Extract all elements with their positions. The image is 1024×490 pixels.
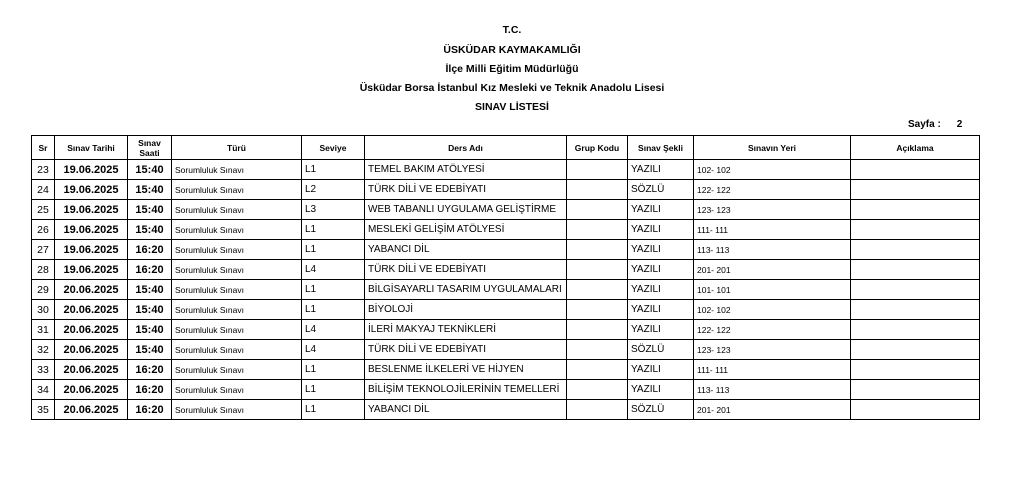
cell-tur: Sorumluluk Sınavı xyxy=(172,300,302,320)
table-row xyxy=(32,280,980,300)
cell-ders: YABANCI DİL xyxy=(365,400,567,420)
col-seviye: Seviye xyxy=(302,136,365,160)
cell-sr: 35 xyxy=(32,400,55,420)
cell-ders: BİLİŞİM TEKNOLOJİLERİNİN TEMELLERİ xyxy=(365,380,567,400)
cell-sr: 28 xyxy=(32,260,55,280)
cell-yer: 201- 201 xyxy=(694,400,851,420)
cell-tarih: 20.06.2025 xyxy=(55,360,128,380)
cell-seviye: L4 xyxy=(302,320,365,340)
header-tc: T.C. xyxy=(502,24,522,36)
cell-grup xyxy=(567,320,628,340)
cell-saat: 15:40 xyxy=(128,220,172,240)
cell-seviye: L1 xyxy=(302,160,365,180)
cell-yer: 113- 113 xyxy=(694,380,851,400)
cell-sekil: YAZILI xyxy=(628,220,694,240)
cell-sr: 27 xyxy=(32,240,55,260)
table-row xyxy=(32,260,980,280)
cell-ders: BİYOLOJİ xyxy=(365,300,567,320)
cell-yer: 111- 111 xyxy=(694,220,851,240)
cell-tarih: 20.06.2025 xyxy=(55,380,128,400)
cell-tarih: 20.06.2025 xyxy=(55,320,128,340)
col-ders: Ders Adı xyxy=(365,136,567,160)
cell-ders: BİLGİSAYARLI TASARIM UYGULAMALARI xyxy=(365,280,567,300)
cell-tur: Sorumluluk Sınavı xyxy=(172,160,302,180)
cell-seviye: L1 xyxy=(302,400,365,420)
cell-tur: Sorumluluk Sınavı xyxy=(172,180,302,200)
cell-tarih: 19.06.2025 xyxy=(55,160,128,180)
table-row xyxy=(32,360,980,380)
cell-saat: 15:40 xyxy=(128,160,172,180)
cell-sekil: SÖZLÜ xyxy=(628,400,694,420)
table-row xyxy=(32,180,980,200)
cell-tarih: 20.06.2025 xyxy=(55,400,128,420)
cell-saat: 15:40 xyxy=(128,340,172,360)
cell-seviye: L1 xyxy=(302,240,365,260)
cell-ders: TÜRK DİLİ VE EDEBİYATI xyxy=(365,260,567,280)
cell-aciklama xyxy=(851,340,980,360)
cell-grup xyxy=(567,280,628,300)
cell-sekil: YAZILI xyxy=(628,320,694,340)
cell-sekil: YAZILI xyxy=(628,260,694,280)
col-aciklama: Açıklama xyxy=(851,136,980,160)
cell-ders: TÜRK DİLİ VE EDEBİYATI xyxy=(365,340,567,360)
table-row xyxy=(32,200,980,220)
cell-saat: 15:40 xyxy=(128,180,172,200)
cell-tarih: 19.06.2025 xyxy=(55,260,128,280)
cell-yer: 102- 102 xyxy=(694,300,851,320)
cell-aciklama xyxy=(851,260,980,280)
col-sr: Sr xyxy=(32,136,55,160)
cell-tur: Sorumluluk Sınavı xyxy=(172,340,302,360)
cell-tur: Sorumluluk Sınavı xyxy=(172,380,302,400)
cell-tarih: 20.06.2025 xyxy=(55,340,128,360)
cell-grup xyxy=(567,240,628,260)
col-grup: Grup Kodu xyxy=(567,136,628,160)
cell-grup xyxy=(567,340,628,360)
col-saat-line1: Sınav xyxy=(138,137,161,148)
cell-grup xyxy=(567,380,628,400)
cell-aciklama xyxy=(851,400,980,420)
cell-tur: Sorumluluk Sınavı xyxy=(172,320,302,340)
cell-seviye: L1 xyxy=(302,360,365,380)
cell-yer: 123- 123 xyxy=(694,200,851,220)
header-mudurluk: İlçe Milli Eğitim Müdürlüğü xyxy=(445,63,579,75)
cell-sr: 23 xyxy=(32,160,55,180)
cell-sr: 34 xyxy=(32,380,55,400)
cell-sekil: YAZILI xyxy=(628,300,694,320)
cell-aciklama xyxy=(851,300,980,320)
table-row xyxy=(32,160,980,180)
cell-saat: 15:40 xyxy=(128,280,172,300)
col-saat-line2: Saati xyxy=(139,147,160,158)
cell-sekil: YAZILI xyxy=(628,280,694,300)
cell-tur: Sorumluluk Sınavı xyxy=(172,400,302,420)
cell-grup xyxy=(567,260,628,280)
cell-tarih: 19.06.2025 xyxy=(55,200,128,220)
col-saat xyxy=(128,136,172,160)
cell-tarih: 20.06.2025 xyxy=(55,300,128,320)
cell-tur: Sorumluluk Sınavı xyxy=(172,360,302,380)
col-yer: Sınavın Yeri xyxy=(694,136,851,160)
cell-saat: 15:40 xyxy=(128,200,172,220)
cell-yer: 122- 122 xyxy=(694,180,851,200)
cell-aciklama xyxy=(851,280,980,300)
cell-seviye: L4 xyxy=(302,340,365,360)
cell-tarih: 20.06.2025 xyxy=(55,280,128,300)
cell-aciklama xyxy=(851,220,980,240)
cell-sekil: SÖZLÜ xyxy=(628,180,694,200)
cell-yer: 123- 123 xyxy=(694,340,851,360)
cell-sr: 25 xyxy=(32,200,55,220)
cell-grup xyxy=(567,220,628,240)
cell-saat: 16:20 xyxy=(128,380,172,400)
table-header-row xyxy=(32,136,980,160)
cell-tur: Sorumluluk Sınavı xyxy=(172,200,302,220)
cell-seviye: L2 xyxy=(302,180,365,200)
table-row xyxy=(32,300,980,320)
cell-yer: 111- 111 xyxy=(694,360,851,380)
header-kaymakamlik: ÜSKÜDAR KAYMAKAMLIĞI xyxy=(443,44,581,56)
cell-saat: 16:20 xyxy=(128,240,172,260)
cell-sr: 24 xyxy=(32,180,55,200)
page-number: 2 xyxy=(956,119,963,130)
cell-sr: 33 xyxy=(32,360,55,380)
cell-seviye: L3 xyxy=(302,200,365,220)
page-title: SINAV LİSTESİ xyxy=(475,101,549,113)
cell-aciklama xyxy=(851,180,980,200)
cell-ders: YABANCI DİL xyxy=(365,240,567,260)
cell-saat: 16:20 xyxy=(128,400,172,420)
cell-aciklama xyxy=(851,380,980,400)
col-tarih: Sınav Tarihi xyxy=(55,136,128,160)
table-row xyxy=(32,220,980,240)
table-row xyxy=(32,340,980,360)
cell-ders: MESLEKİ GELİŞİM ATÖLYESİ xyxy=(365,220,567,240)
page-indicator xyxy=(908,119,962,130)
cell-sr: 26 xyxy=(32,220,55,240)
cell-aciklama xyxy=(851,200,980,220)
cell-tarih: 19.06.2025 xyxy=(55,180,128,200)
cell-ders: BESLENME İLKELERİ VE HİJYEN xyxy=(365,360,567,380)
cell-ders: WEB TABANLI UYGULAMA GELİŞTİRME xyxy=(365,200,567,220)
col-sekil: Sınav Şekli xyxy=(628,136,694,160)
cell-yer: 102- 102 xyxy=(694,160,851,180)
exam-table xyxy=(31,135,980,420)
cell-yer: 122- 122 xyxy=(694,320,851,340)
cell-ders: TEMEL BAKIM ATÖLYESİ xyxy=(365,160,567,180)
cell-sr: 32 xyxy=(32,340,55,360)
cell-ders: TÜRK DİLİ VE EDEBİYATI xyxy=(365,180,567,200)
cell-seviye: L1 xyxy=(302,300,365,320)
cell-tur: Sorumluluk Sınavı xyxy=(172,240,302,260)
cell-seviye: L1 xyxy=(302,380,365,400)
cell-saat: 15:40 xyxy=(128,320,172,340)
cell-seviye: L1 xyxy=(302,280,365,300)
cell-tarih: 19.06.2025 xyxy=(55,240,128,260)
cell-sr: 30 xyxy=(32,300,55,320)
table-row xyxy=(32,400,980,420)
cell-yer: 101- 101 xyxy=(694,280,851,300)
cell-saat: 16:20 xyxy=(128,260,172,280)
cell-sekil: YAZILI xyxy=(628,160,694,180)
cell-grup xyxy=(567,300,628,320)
cell-sekil: YAZILI xyxy=(628,380,694,400)
cell-seviye: L4 xyxy=(302,260,365,280)
table-row xyxy=(32,240,980,260)
table-row xyxy=(32,320,980,340)
cell-sr: 31 xyxy=(32,320,55,340)
cell-sr: 29 xyxy=(32,280,55,300)
cell-tarih: 19.06.2025 xyxy=(55,220,128,240)
cell-grup xyxy=(567,180,628,200)
cell-tur: Sorumluluk Sınavı xyxy=(172,220,302,240)
cell-yer: 201- 201 xyxy=(694,260,851,280)
cell-sekil: YAZILI xyxy=(628,200,694,220)
cell-sekil: YAZILI xyxy=(628,360,694,380)
cell-seviye: L1 xyxy=(302,220,365,240)
cell-aciklama xyxy=(851,160,980,180)
cell-yer: 113- 113 xyxy=(694,240,851,260)
cell-aciklama xyxy=(851,360,980,380)
cell-tur: Sorumluluk Sınavı xyxy=(172,260,302,280)
cell-grup xyxy=(567,400,628,420)
cell-grup xyxy=(567,200,628,220)
cell-sekil: YAZILI xyxy=(628,240,694,260)
cell-tur: Sorumluluk Sınavı xyxy=(172,280,302,300)
header-school: Üsküdar Borsa İstanbul Kız Mesleki ve Teknik Anadolu Lisesi xyxy=(359,82,665,94)
cell-saat: 15:40 xyxy=(128,300,172,320)
cell-aciklama xyxy=(851,240,980,260)
cell-sekil: SÖZLÜ xyxy=(628,340,694,360)
page-label: Sayfa : xyxy=(908,119,941,130)
cell-ders: İLERİ MAKYAJ TEKNİKLERİ xyxy=(365,320,567,340)
cell-aciklama xyxy=(851,320,980,340)
cell-saat: 16:20 xyxy=(128,360,172,380)
col-tur: Türü xyxy=(172,136,302,160)
table-row xyxy=(32,380,980,400)
cell-grup xyxy=(567,160,628,180)
cell-grup xyxy=(567,360,628,380)
